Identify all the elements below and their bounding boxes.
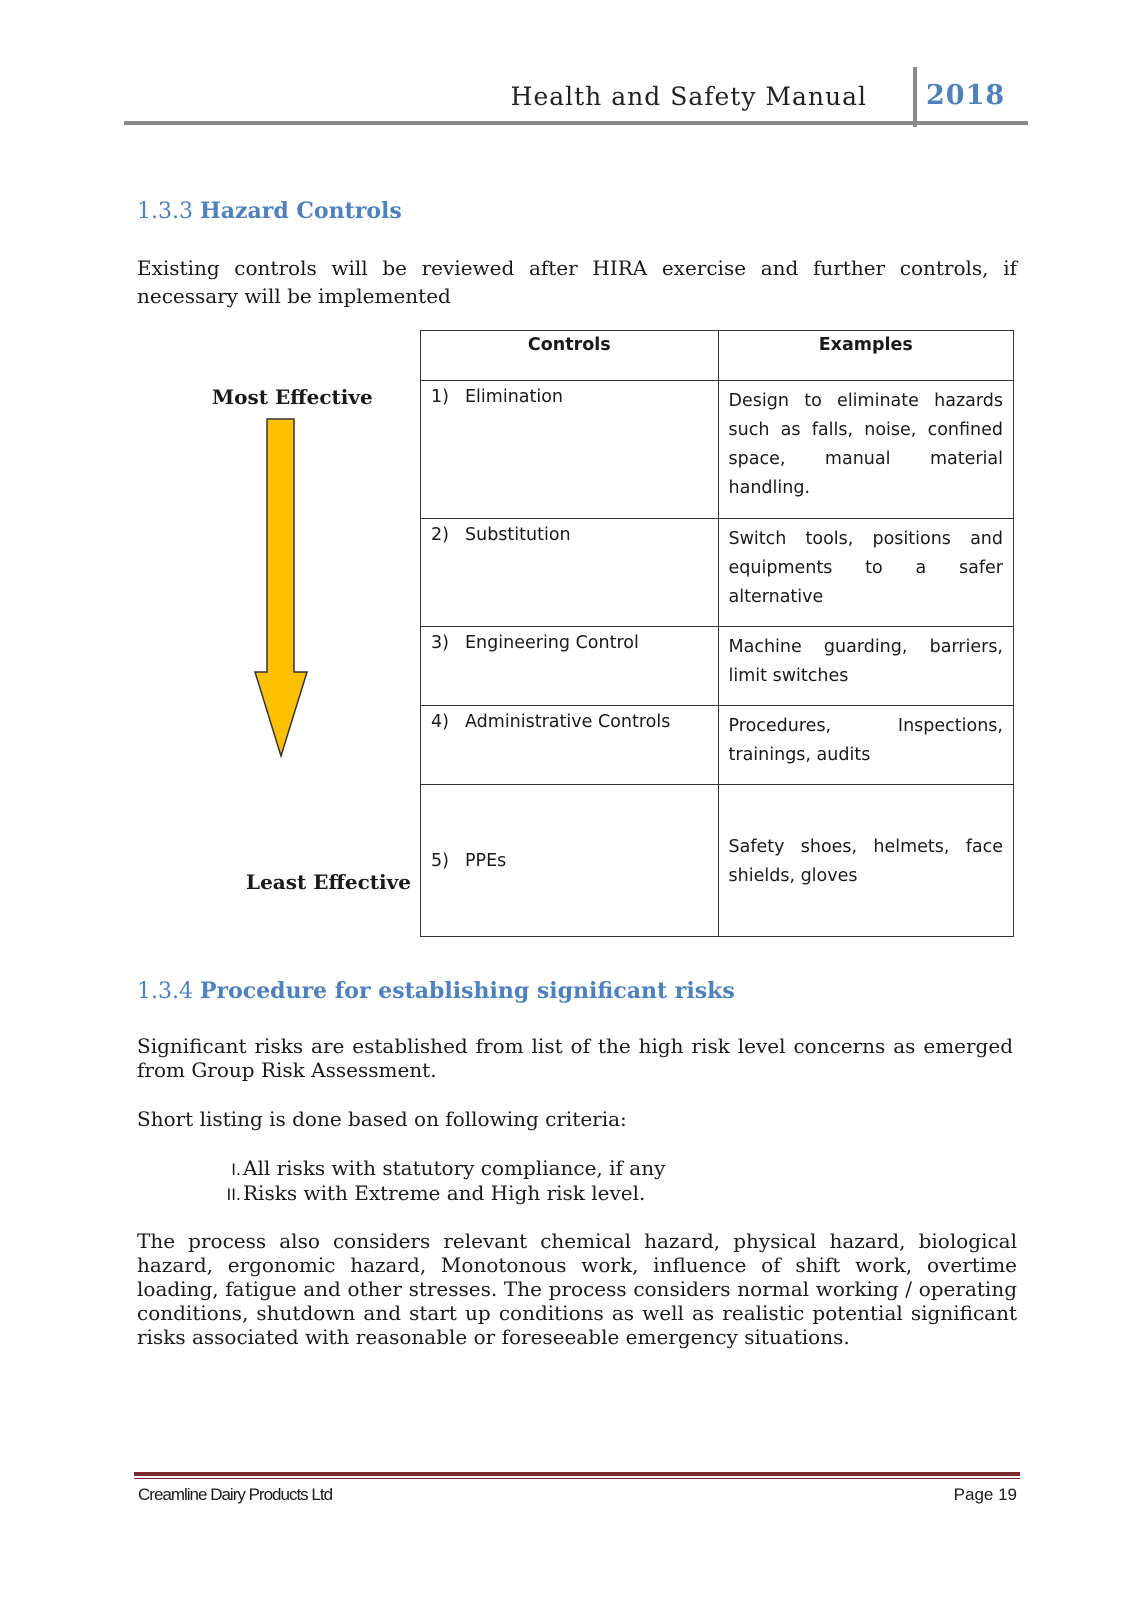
table-header-row — [421, 331, 1014, 381]
least-effective-label: Least Effective — [246, 870, 411, 894]
page-number: Page 19 — [953, 1485, 1017, 1504]
criteria-intro: Short listing is done based on following criteria: — [137, 1107, 627, 1131]
example-cell: Safety shoes, helmets, face shields, gloves — [718, 785, 1013, 937]
control-number: 5) — [431, 850, 449, 871]
control-cell — [421, 627, 719, 706]
table-row — [421, 627, 1014, 706]
example-cell: Procedures, Inspections, trainings, audits — [718, 706, 1013, 785]
section-title: Hazard Controls — [199, 198, 402, 224]
table-row — [421, 706, 1014, 785]
list-text: All risks with statutory compliance, if any — [243, 1156, 666, 1180]
section-number: 1.3.4 — [137, 979, 193, 1004]
control-number: 1) — [431, 387, 449, 407]
example-cell: Switch tools, positions and equipments to a safer alternative — [718, 519, 1013, 627]
list-item — [221, 1156, 665, 1180]
company-name: Creamline Dairy Products Ltd — [138, 1485, 333, 1504]
control-name: Substitution — [465, 525, 571, 545]
section-title: Procedure for establishing significant risks — [199, 978, 735, 1004]
controls-table — [420, 330, 1014, 937]
control-number: 3) — [431, 633, 449, 653]
control-name: Administrative Controls — [465, 712, 671, 732]
footer-rule-thin — [134, 1478, 1020, 1479]
control-cell — [421, 381, 719, 519]
table-row — [421, 519, 1014, 627]
control-cell — [421, 785, 719, 937]
list-numeral: I. — [231, 1160, 241, 1179]
section-heading-hazard-controls — [137, 198, 402, 224]
intro-paragraph: Existing controls will be reviewed after HIRA exercise and further controls, if necessary will be implemented — [137, 256, 1017, 308]
list-numeral: II. — [226, 1185, 241, 1204]
document-title: Health and Safety Manual — [510, 82, 867, 111]
control-cell — [421, 706, 719, 785]
example-cell: Machine guarding, barriers, limit switches — [718, 627, 1013, 706]
control-name: PPEs — [465, 850, 507, 871]
column-header-examples: Examples — [718, 331, 1013, 381]
control-name: Engineering Control — [465, 633, 639, 653]
header-divider — [913, 67, 917, 127]
column-header-controls: Controls — [421, 331, 719, 381]
header-rule — [124, 121, 1028, 125]
significant-risks-paragraph: Significant risks are established from list of the high risk level concerns as emerged from Group Risk Assessment. — [137, 1034, 1013, 1082]
process-paragraph: The process also considers relevant chemical hazard, physical hazard, biological hazard, ergonomic hazard, Monotonous work, influence of shift work, overtime loading, fatigue and other stresses. The process considers normal working / operating conditions, shutdown and start up conditions as well as realistic potential significant risks associated with reasonable or foreseeable emergency situations. — [137, 1229, 1017, 1349]
control-number: 4) — [431, 712, 449, 732]
document-year: 2018 — [926, 80, 1006, 111]
most-effective-label: Most Effective — [212, 385, 373, 409]
control-cell — [421, 519, 719, 627]
table-row — [421, 785, 1014, 937]
section-heading-significant-risks — [137, 978, 735, 1004]
control-number: 2) — [431, 525, 449, 545]
effectiveness-arrow-icon — [250, 415, 314, 761]
section-number: 1.3.3 — [137, 199, 193, 224]
table-row — [421, 381, 1014, 519]
control-name: Elimination — [465, 387, 564, 407]
list-text: Risks with Extreme and High risk level. — [243, 1181, 646, 1205]
footer-rule — [134, 1472, 1020, 1476]
example-cell: Design to eliminate hazards such as falls, noise, confined space, manual material handling. — [718, 381, 1013, 519]
list-item — [221, 1181, 645, 1205]
